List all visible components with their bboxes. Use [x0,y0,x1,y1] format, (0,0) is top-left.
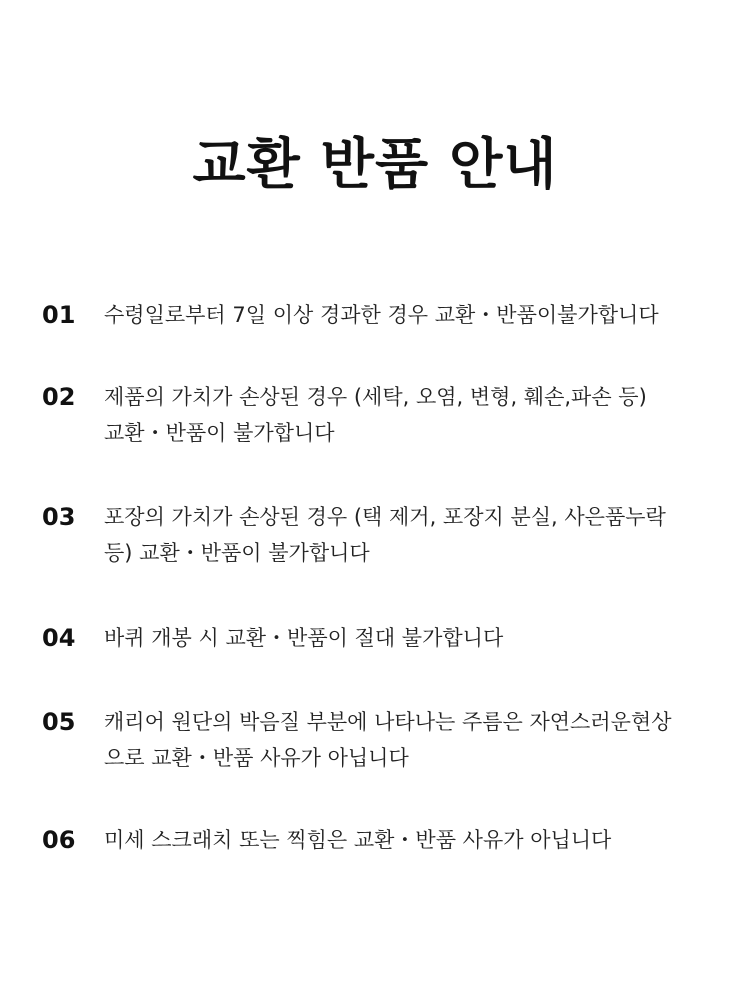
notice-number: 01 [42,301,76,329]
notice-item [42,704,712,776]
notice-text-line: 수령일로부터 7일 이상 경과한 경우 교환・반품이불가합니다 [104,303,659,327]
notice-number: 05 [42,708,76,736]
notice-text-line: 교환・반품이 불가합니다 [104,421,335,445]
notice-number: 06 [42,826,76,854]
notice-text [104,499,712,571]
notice-text-line: 미세 스크래치 또는 찍힘은 교환・반품 사유가 아닙니다 [104,828,612,852]
notice-text-line: 제품의 가치가 손상된 경우 (세탁, 오염, 변형, 훼손,파손 등) [104,385,647,409]
notice-number: 03 [42,503,76,531]
notice-text-line: 등) 교환・반품이 불가합니다 [104,541,370,565]
notice-text [104,822,712,858]
notice-item [42,499,712,571]
notice-text-line: 캐리어 원단의 박음질 부분에 나타나는 주름은 자연스러운현상 [104,710,672,734]
notice-text-line: 바퀴 개봉 시 교환・반품이 절대 불가합니다 [104,626,504,650]
notice-text [104,620,712,656]
notice-text [104,704,712,776]
notice-text [104,297,712,333]
notice-text-line: 포장의 가치가 손상된 경우 (택 제거, 포장지 분실, 사은품누락 [104,505,666,529]
page-title: 교환 반품 안내 [192,132,558,196]
notice-number: 04 [42,624,76,652]
notice-item [42,297,712,333]
notice-item [42,620,712,656]
notice-item [42,822,712,858]
notice-item [42,379,712,451]
notice-text [104,379,712,451]
notice-text-line: 으로 교환・반품 사유가 아닙니다 [104,746,409,770]
notice-number: 02 [42,383,76,411]
